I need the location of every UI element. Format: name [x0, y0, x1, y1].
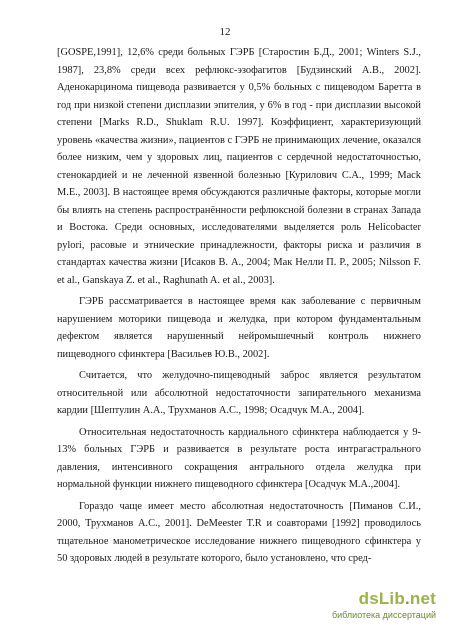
watermark-logo-dot: .	[404, 589, 410, 608]
document-body	[57, 44, 421, 572]
watermark-tagline: библиотека диссертаций	[331, 610, 436, 620]
paragraph-2: ГЭРБ рассматривается в настоящее время как заболевание с первичным нарушением моторики пищевода и желудка, при котором фундаментальным дефектом является нарушенный нейромышечный контроль нижнего пищеводного сфинктера [Васильев Ю.В., 2002].	[57, 296, 421, 360]
paragraph-1: [GOSPE,1991], 12,6% среди больных ГЭРБ [Старостин Б.Д., 2001; Winters S.J., 1987], 23,8% среди всех рефлюкс-эзофагитов [Будзинский А.В., 2002]. Аденокарцинома пищевода развивается у 0,5% больных с пищеводом Баретта в год при низкой степени дисплазии эпителия, у 6% в год - при дисплазии высокой степени [Marks R.D., Shuklam R.U. 1997]. Коэффициент, характеризующий уровень «качества жизни», пациентов с ГЭРБ не принимающих лечение, оказался более низким, чем у здоровых лиц, пациентов с сердечной недостаточностью, стенокардией и не леченной язвенной болезнью [Курилович С.А., 1999; Mack M.E., 2003]. В настоящее время обсуждаются различные факторы, которые могли бы влиять на степень распространённости рефлюксной болезни в странах Запада и Востока. Среди основных, исследователями выделяется роль Helicobacter pylori, расовые и этнические принадлежности, факторы риска и различия в стандартах качества жизни [Исаков В. А., 2004; Мак Нелли П. Р., 2005; Nilsson F. et al., Ganskaya Z. et al., Raghunath A. et al., 2003].	[57, 47, 421, 286]
paragraph-5: Гораздо чаще имеет место абсолютная недостаточность [Пиманов С.И., 2000, Трухманов А.С., 2001]. DeMeester T.R и соавторами [1992] проводилось тщательное манометрическое исследование нижнего пищеводного сфинктера у 50 здоровых людей в результате которого, было установлено, что сред-	[57, 500, 421, 564]
watermark-logo-tld: net	[409, 589, 436, 608]
watermark-logo-main: dsLib	[358, 589, 405, 608]
watermark-logo	[359, 589, 436, 609]
site-watermark	[286, 589, 436, 625]
page-number: 12	[219, 26, 231, 38]
paragraph-4: Относительная недостаточность кардиального сфинктера наблюдается у 9-13% больных ГЭРБ и развивается в результате роста интрагастрального давления, интенсивного сокращения антрального отдела желудка при нормальной функции нижнего пищеводного сфинктера [Осадчук М.А.,2004].	[57, 426, 421, 490]
paragraph-3: Считается, что желудочно-пищеводный заброс является результатом относительной или абсолютной недостаточности запирательного механизма кардии [Шептулин А.А., Трухманов А.С., 1998; Осадчук М.А., 2004].	[57, 370, 421, 416]
